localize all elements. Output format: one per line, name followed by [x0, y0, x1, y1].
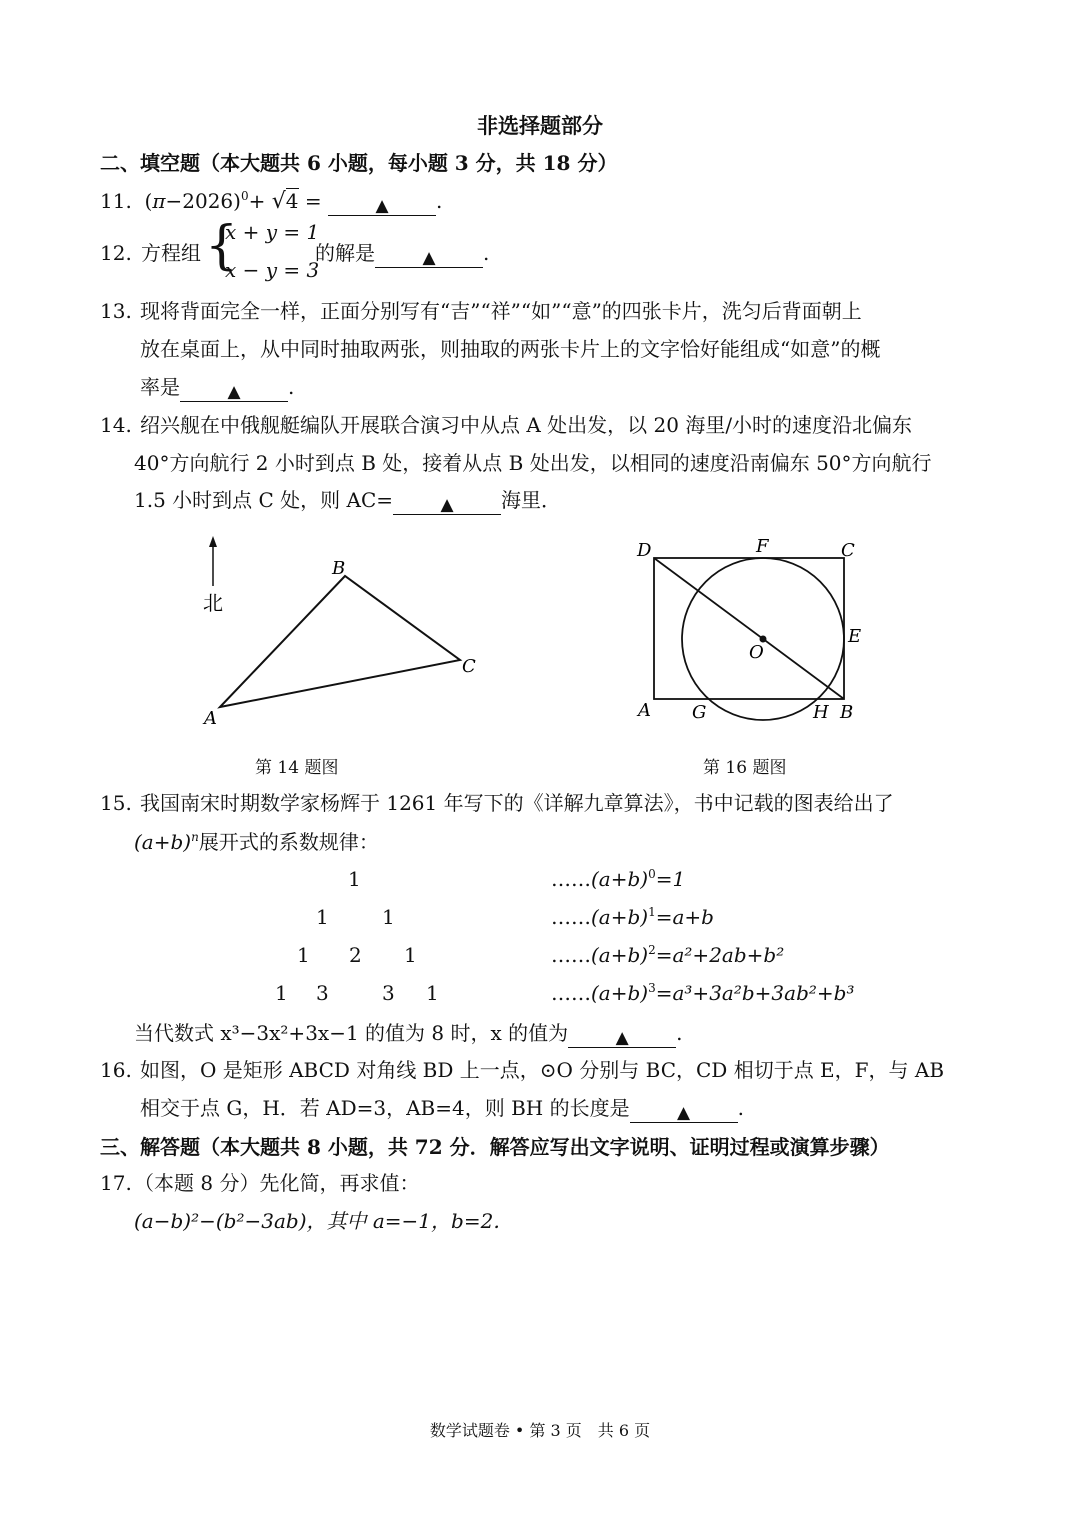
question-12-label: 方程组	[141, 241, 201, 265]
question-12-tail: 的解是 ▲ .	[315, 241, 490, 268]
answer-blank-15[interactable]: ▲	[568, 1025, 676, 1048]
point-H-label: H	[813, 702, 829, 723]
question-17-number: 17.	[100, 1171, 132, 1195]
point-O-label: O	[749, 642, 764, 663]
section-3-heading: 三、解答题（本大题共 8 小题，共 72 分．解答应写出文字说明、证明过程或演算步骤）	[100, 1135, 890, 1159]
question-17-line-1: （本题 8 分）先化简，再求值：	[134, 1171, 420, 1195]
vertex-B-label: B	[332, 558, 346, 579]
triangle-row-3-item: 1	[426, 981, 439, 1005]
question-17-line-2: (a−b)²−(b²−3ab)，其中 a=−1，b=2．	[134, 1209, 514, 1233]
page-footer: 数学试题卷 • 第 3 页 共 6 页	[429, 1421, 651, 1440]
question-14-number: 14.	[100, 413, 132, 437]
north-arrow-head-icon	[209, 536, 217, 547]
triangle-ABC	[220, 576, 460, 707]
question-16-line-1: 如图，O 是矩形 ABCD 对角线 BD 上一点，⊙O 分别与 BC，CD 相切于点 E，F，与 AB	[140, 1058, 945, 1082]
answer-blank-12[interactable]: ▲	[375, 245, 483, 268]
triangle-row-3-item: 3	[382, 981, 395, 1005]
answer-blank-13[interactable]: ▲	[180, 379, 288, 402]
point-B-label: B	[840, 702, 854, 723]
triangle-row-0: 1	[348, 867, 361, 891]
system-brace: {	[205, 216, 239, 276]
vertex-C-label: C	[462, 656, 476, 677]
triangle-row-1-item: 1	[316, 905, 329, 929]
question-15-line-1: 我国南宋时期数学家杨辉于 1261 年写下的《详解九章算法》，书中记载的图表给出了	[140, 791, 894, 815]
triangle-row-2-item: 1	[404, 943, 417, 967]
answer-blank-14[interactable]: ▲	[393, 492, 501, 515]
vertex-A-label: A	[204, 708, 217, 729]
triangle-row-3-item: 1	[275, 981, 288, 1005]
question-14-line-3: 1.5 小时到点 C 处，则 AC= ▲ 海里．	[134, 488, 562, 515]
equation-1: x + y = 1	[225, 220, 320, 244]
expansion-row-3: $\dots\dots(a+b)^3=a^3+3a^2b+3ab^2+b^3$	[551, 981, 855, 1005]
triangle-row-3-item: 3	[316, 981, 329, 1005]
question-13-number: 13.	[100, 299, 132, 323]
triangle-row-1-item: 1	[382, 905, 395, 929]
point-D-label: D	[637, 540, 652, 561]
question-15-line-2: $(a+b)^n$展开式的系数规律：	[134, 830, 379, 854]
point-E-label: E	[848, 626, 862, 647]
figure-16-caption: 第 16 题图	[703, 758, 787, 778]
question-13-line-1: 现将背面完全一样，正面分别写有“吉”“祥”“如”“意”的四张卡片，洗匀后背面朝上	[140, 299, 862, 323]
point-G-label: G	[692, 702, 707, 723]
section-2-heading: 二、填空题（本大题共 6 小题，每小题 3 分，共 18 分）	[100, 151, 618, 175]
answer-blank-11[interactable]: ▲	[328, 193, 436, 216]
expansion-row-2: $\dots\dots(a+b)^2=a^2+2ab+b^2$	[551, 943, 785, 967]
triangle-row-2-item: 2	[349, 943, 362, 967]
question-12-number: 12.	[100, 241, 132, 265]
point-C-label: C	[841, 540, 855, 561]
question-11: 11. $(\pi-2026)^0+ √4$ = ▲ .	[100, 189, 443, 216]
question-16-number: 16.	[100, 1058, 132, 1082]
triangle-row-2-item: 1	[297, 943, 310, 967]
expansion-row-1: $\dots\dots(a+b)^1=a+b$	[551, 905, 714, 929]
question-13-line-2: 放在桌面上，从中同时抽取两张，则抽取的两张卡片上的文字恰好能组成“如意”的概	[140, 337, 881, 361]
question-16-line-2: 相交于点 G，H．若 AD=3，AB=4，则 BH 的长度是 ▲ .	[140, 1096, 744, 1123]
page-title: 非选择题部分	[477, 113, 603, 138]
north-label: 北	[203, 591, 223, 615]
equation-2: x − y = 3	[225, 258, 320, 282]
figure-14-caption: 第 14 题图	[255, 758, 339, 778]
question-14-line-2: 40°方向航行 2 小时到点 B 处，接着从点 B 处出发，以相同的速度沿南偏东 50°方向航行	[134, 451, 932, 475]
question-13-line-3: 率是 ▲ .	[140, 375, 295, 402]
figure-16	[625, 530, 875, 730]
point-A-label: A	[638, 700, 651, 721]
answer-blank-16[interactable]: ▲	[630, 1100, 738, 1123]
question-14-line-1: 绍兴舰在中俄舰艇编队开展联合演习中从点 A 处出发，以 20 海里/小时的速度沿北偏东	[140, 413, 913, 437]
point-F-label: F	[756, 536, 769, 557]
figure-14	[190, 530, 510, 730]
expansion-row-0: $\dots\dots(a+b)^0=1$	[551, 867, 686, 891]
question-15-number: 15.	[100, 791, 132, 815]
question-15-ask: 当代数式 x³−3x²+3x−1 的值为 8 时，x 的值为 ▲ .	[134, 1021, 683, 1048]
